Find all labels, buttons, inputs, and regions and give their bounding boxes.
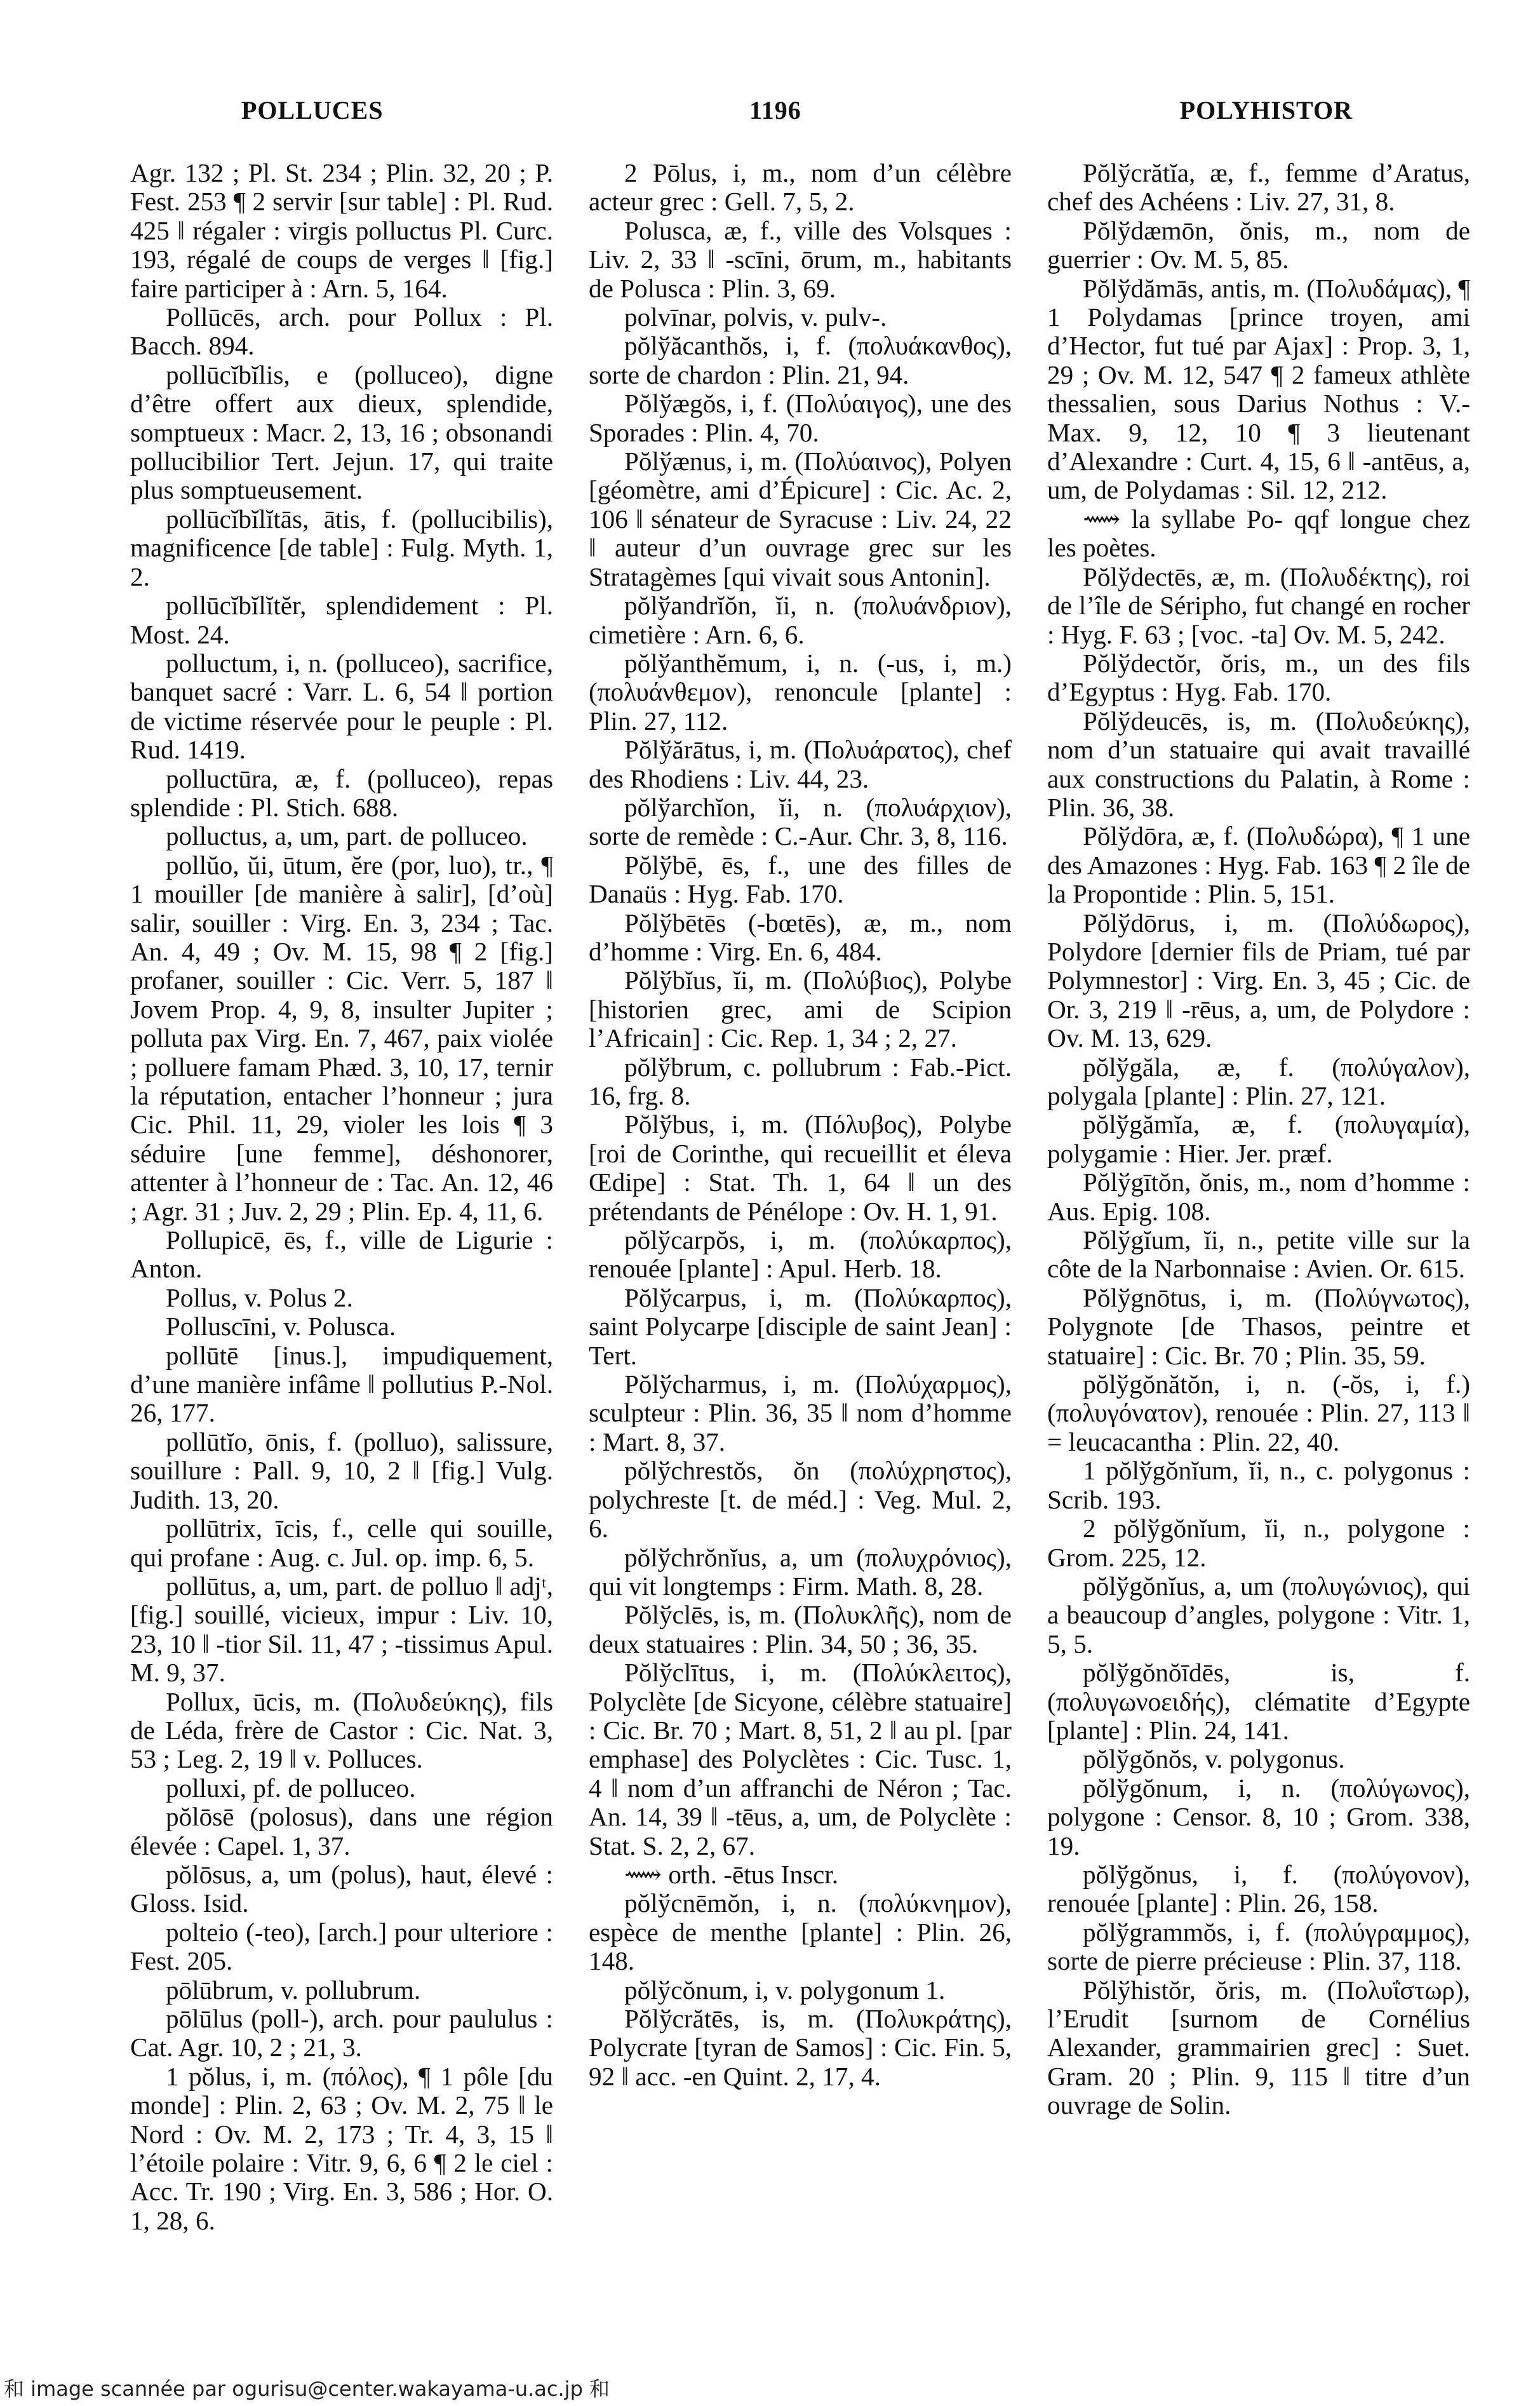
dictionary-entry: Pŏlўdōra, æ, f. (Πολυδώρα), ¶ 1 une des Amazones : Hyg. Fab. 163 ¶ 2 île de la Propontide : Plin. 5, 151. <box>1047 821 1470 909</box>
dictionary-entry: Pŏlўdæmōn, ŏnis, m., nom de guerrier : Ov. M. 5, 85. <box>1047 215 1470 274</box>
dictionary-entry: pŏlōsus, a, um (polus), haut, élevé : Gloss. Isid. <box>130 1859 553 1918</box>
dictionary-entry: pŏlўcŏnum, i, v. polygonum 1. <box>624 1975 946 2005</box>
dictionary-entry: 1 pŏlus, i, m. (πόλος), ¶ 1 pôle [du monde] : Plin. 2, 63 ; Ov. M. 2, 75 ‖ le Nord : Ov. M. 2, 173 ; Tr. 4, 3, 15 ‖ l’étoile polaire : Vitr. 9, 6, 6 ¶ 2 le ciel : Acc. Tr. 190 ; Virg. En. 3, 586 ; Hor. O. 1, 28, 6. <box>130 2061 553 2235</box>
column-left <box>130 159 553 2331</box>
dictionary-entry: Pŏlўbĭus, ĭi, m. (Πολύβιος), Polybe [historien grec, ami de Scipion l’Africain] : Cic. Rep. 1, 34 ; 2, 27. <box>589 965 1012 1053</box>
dictionary-entry: pŏlўgŏnŏīdēs, is, f. (πολυγωνοειδής), clématite d’Egypte [plante] : Plin. 24, 141. <box>1047 1658 1470 1745</box>
dictionary-entry: pollūtē [inus.], impudiquement, d’une manière infâme ‖ pollutius P.-Nol. 26, 177. <box>130 1340 553 1428</box>
scan-footer <box>0 2369 1540 2401</box>
dictionary-entry: Pollupicē, ēs, f., ville de Ligurie : Anton. <box>130 1225 553 1284</box>
dictionary-entry: polvīnar, polvis, v. pulv-. <box>624 302 887 332</box>
dictionary-entry: Pŏlўdōrus, i, m. (Πολύδωρος), Polydore [dernier fils de Priam, tué par Polymnestor] : Virg. En. 3, 45 ; Cic. de Or. 3, 219 ‖ -rēus, a, um, de Polydore : Ov. M. 13, 629. <box>1047 908 1470 1053</box>
dictionary-entry: polluctūra, æ, f. (polluceo), repas splendide : Pl. Stich. 688. <box>130 763 553 822</box>
dictionary-entry: pŏlўăcanthŏs, i, f. (πολυάκανθος), sorte de chardon : Plin. 21, 94. <box>589 331 1012 389</box>
dictionary-entry: pollūcĭbĭlĭtās, ātis, f. (pollucibilis), magnificence [de table] : Fulg. Myth. 1, 2. <box>130 504 553 591</box>
dictionary-entry: Pŏlўhistŏr, ŏris, m. (Πολυΐστωρ), l’Erudit [surnom de Cornélius Alexander, grammairien grec] : Suet. Gram. 20 ; Plin. 9, 115 ‖ titre d’un ouvrage de Solin. <box>1047 1975 1470 2120</box>
page-number: 1196 <box>749 96 801 124</box>
dictionary-entry: pŏlўarchĭon, ĭi, n. (πολυάρχιον), sorte de remède : C.-Aur. Chr. 3, 8, 116. <box>589 792 1012 851</box>
running-header <box>241 95 1353 140</box>
dictionary-entry: Pŏlўdectŏr, ŏris, m., un des fils d’Egyptus : Hyg. Fab. 170. <box>1047 648 1470 707</box>
dictionary-entry: 2 Pōlus, i, m., nom d’un célèbre acteur grec : Gell. 7, 5, 2. <box>589 159 1012 217</box>
dictionary-entry: Pŏlўdămās, antis, m. (Πολυδάμας), ¶ 1 Polydamas [prince troyen, ami d’Hector, fut tué par Ajax] : Prop. 3, 1, 29 ; Ov. M. 12, 547 ¶ 2 fameux athlète thessalien, sous Darius Nothus : V.-Max. 9, 12, 10 ¶ 3 lieutenant d’Alexandre : Curt. 4, 15, 6 ‖ -antēus, a, um, de Polydamas : Sil. 12, 212. <box>1047 273 1470 505</box>
column-middle <box>589 159 1012 2331</box>
dictionary-entry: polluxi, pf. de polluceo. <box>166 1773 416 1803</box>
header-right-headword: POLYHISTOR <box>1179 96 1353 124</box>
dictionary-entry: 2 pŏlўgŏnĭum, ĭi, n., polygone : Grom. 225, 12. <box>1047 1514 1470 1572</box>
dictionary-entry: pŏlўgŏnum, i, n. (πολύγωνος), polygone : Censor. 8, 10 ; Grom. 338, 19. <box>1047 1773 1470 1860</box>
dictionary-entry: pŏlōsē (polosus), dans une région élevée : Capel. 1, 37. <box>130 1802 553 1860</box>
dictionary-entry: Pŏlўcharmus, i, m. (Πολύχαρμος), sculpteur : Plin. 36, 35 ‖ nom d’homme : Mart. 8, 37. <box>589 1369 1012 1456</box>
dictionary-entry: ⟿ la syllabe Po- qqf longue chez les poètes. <box>1047 504 1470 563</box>
dictionary-entry: Polluscīni, v. Polusca. <box>166 1312 396 1341</box>
dictionary-entry: pollūcĭbĭlis, e (polluceo), digne d’être offert aux dieux, splendide, somptueux : Macr. 2, 13, 16 ; obsonandi pollucibilior Tert. Jejun. 17, qui traite plus somptueusement. <box>130 360 553 505</box>
dictionary-entry: pōlūlus (poll-), arch. pour paululus : Cat. Agr. 10, 2 ; 21, 3. <box>130 2004 553 2062</box>
dictionary-entry: Pollux, ūcis, m. (Πολυδεύκης), fils de Léda, frère de Castor : Cic. Nat. 3, 53 ; Leg. 2, 19 ‖ v. Polluces. <box>130 1686 553 1774</box>
dictionary-entry: pŏlўgăla, æ, f. (πολύγαλον), polygala [plante] : Plin. 27, 121. <box>1047 1052 1470 1110</box>
dictionary-entry: Pŏlўclēs, is, m. (Πολυκλῆς), nom de deux statuaires : Plin. 34, 50 ; 36, 35. <box>589 1600 1012 1658</box>
dictionary-entry: Pŏlўclītus, i, m. (Πολύκλειτος), Polyclète [de Sicyone, célèbre statuaire] : Cic. Br. 70 ; Mart. 8, 51, 2 ‖ au pl. [par emphase] des Polyclètes : Cic. Tusc. 1, 4 ‖ nom d’un affranchi de Néron ; Tac. An. 14, 39 ‖ -tēus, a, um, de Polyclète : Stat. S. 2, 2, 67. <box>589 1658 1012 1860</box>
dictionary-entry: ⟿ orth. -ētus Inscr. <box>624 1859 839 1889</box>
dictionary-entry: Pollus, v. Polus 2. <box>166 1282 353 1312</box>
dictionary-entry: pŏlўbrum, c. pollubrum : Fab.-Pict. 16, frg. 8. <box>589 1052 1012 1110</box>
dictionary-entry: pōlūbrum, v. pollubrum. <box>166 1975 421 2005</box>
dictionary-entry: Pŏlўbē, ēs, f., une des filles de Danaüs : Hyg. Fab. 170. <box>589 850 1012 909</box>
dictionary-entry: pŏlўanthĕmum, i, n. (-us, i, m.) (πολυάνθεμον), renoncule [plante] : Plin. 27, 112. <box>589 648 1012 736</box>
dictionary-entry: pŏlўgŏnătŏn, i, n. (-ŏs, i, f.) (πολυγόνατον), renouée : Plin. 27, 113 ‖ = leucacantha : Plin. 22, 40. <box>1047 1369 1470 1456</box>
dictionary-entry: pŏlўchrŏnĭus, a, um (πολυχρόνιος), qui vit longtemps : Firm. Math. 8, 28. <box>589 1542 1012 1601</box>
dictionary-entry: pollūcĭbĭlĭtĕr, splendidement : Pl. Most. 24. <box>130 591 553 649</box>
dictionary-entry: pŏlўchrestŏs, ŏn (πολύχρηστος), polychreste [t. de méd.] : Veg. Mul. 2, 6. <box>589 1456 1012 1543</box>
dictionary-entry: pŏlўgămĭa, æ, f. (πολυγαμία), polygamie : Hier. Jer. præf. <box>1047 1110 1470 1168</box>
dictionary-entry: polteio (-teo), [arch.] pour ulteriore : Fest. 205. <box>130 1917 553 1976</box>
dictionary-entry: Pollūcēs, arch. pour Pollux : Pl. Bacch. 894. <box>130 302 553 361</box>
dictionary-entry: Pŏlўgnōtus, i, m. (Πολύγνωτος), Polygnote [de Thasos, peintre et statuaire] : Cic. Br. 70 ; Plin. 35, 59. <box>1047 1282 1470 1370</box>
column-right <box>1047 159 1470 2331</box>
dictionary-entry: Pŏlўdectēs, æ, m. (Πολυδέκτης), roi de l’île de Sériphо, fut changé en rocher : Hyg. F. 63 ; [voc. -ta] Ov. M. 5, 242. <box>1047 561 1470 649</box>
dictionary-entry: pŏlўandrĭŏn, ĭi, n. (πολυάνδριον), cimetière : Arn. 6, 6. <box>589 591 1012 649</box>
dictionary-entry: Pŏlўdeucēs, is, m. (Πολυδεύκης), nom d’un statuaire qui avait travaillé aux constructions du Palatin, à Rome : Plin. 36, 38. <box>1047 706 1470 822</box>
dictionary-entry: Polusca, æ, f., ville des Volsques : Liv. 2, 33 ‖ -scīni, ōrum, m., habitants de Polusca : Plin. 3, 69. <box>589 215 1012 303</box>
dictionary-entry: pollūtĭo, ōnis, f. (polluo), salissure, souillure : Pall. 9, 10, 2 ‖ [fig.] Vulg. Judith. 13, 20. <box>130 1427 553 1514</box>
dictionary-entry: pŏlўgrammŏs, i, f. (πολύγραμμος), sorte de pierre précieuse : Plin. 37, 118. <box>1047 1917 1470 1976</box>
dictionary-entry: Pŏlўænus, i, m. (Πολύαινος), Polyen [géomètre, ami d’Épicure] : Cic. Ac. 2, 106 ‖ sénateur de Syracuse : Liv. 24, 22 ‖ auteur d’un ouvrage grec sur les Stratagèmes [qui vivait sous Antonin]. <box>589 447 1012 591</box>
dictionary-entry: Pŏlўbus, i, m. (Πόλυβος), Polybe [roi de Corinthe, qui recueillit et éleva Œdipe] : Stat. Th. 1, 64 ‖ un des prétendants de Pénélope : Ov. H. 1, 91. <box>589 1110 1012 1226</box>
dictionary-entry: Pŏlўægŏs, i, f. (Πολύαιγος), une des Sporades : Plin. 4, 70. <box>589 389 1012 447</box>
dictionary-entry: polluctum, i, n. (polluceo), sacrifice, banquet sacré : Varr. L. 6, 54 ‖ portion de victime réservée pour le peuple : Pl. Rud. 1419. <box>130 648 553 765</box>
dictionary-entry: pŏlўgŏnus, i, f. (πολύγονον), renouée [plante] : Plin. 26, 158. <box>1047 1859 1470 1918</box>
scan-credit: 和 image scannée par ogurisu@center.wakayama-u.ac.jp 和 <box>4 2377 610 2401</box>
dictionary-entry: Pŏlўcrătēs, is, m. (Πολυκράτης), Polycrate [tyran de Samos] : Cic. Fin. 5, 92 ‖ acc. -en Quint. 2, 17, 4. <box>589 2004 1012 2091</box>
dictionary-entry: pollūtrix, īcis, f., celle qui souille, qui profane : Aug. c. Jul. op. imp. 6, 5. <box>130 1514 553 1572</box>
dictionary-entry: pollūtus, a, um, part. de polluo ‖ adjᵗ, [fig.] souillé, vicieux, impur : Liv. 10, 23, 10 ‖ -tior Sil. 11, 47 ; -tissimus Apul. M. 9, 37. <box>130 1571 553 1688</box>
dictionary-entry: pŏlўcarpŏs, i, m. (πολύκαρπος), renouée [plante] : Apul. Herb. 18. <box>589 1225 1012 1284</box>
dictionary-entry: 1 pŏlўgŏnĭum, ĭi, n., c. polygonus : Scrib. 193. <box>1047 1456 1470 1514</box>
dictionary-entry: Pŏlўcarpus, i, m. (Πολύκαρπος), saint Polycarpe [disciple de saint Jean] : Tert. <box>589 1282 1012 1370</box>
dictionary-entry: pŏlўgŏnŏs, v. polygonus. <box>1083 1744 1345 1774</box>
dictionary-entry: pŏlўgŏnĭus, a, um (πολυγώνιος), qui a beaucoup d’angles, polygone : Vitr. 1, 5, 5. <box>1047 1571 1470 1658</box>
dictionary-entry: polluctus, a, um, part. de polluceo. <box>166 821 528 851</box>
entry-columns <box>130 159 1470 2331</box>
dictionary-entry: Pŏlўbētēs (-bœtēs), æ, m., nom d’homme : Virg. En. 6, 484. <box>589 908 1012 966</box>
dictionary-entry: pŏlўcnēmŏn, i, n. (πολύκνημον), espèce de menthe [plante] : Plin. 26, 148. <box>589 1888 1012 1976</box>
dictionary-entry: pollŭo, ŭi, ūtum, ĕre (por, luo), tr., ¶ 1 mouiller [de manière à salir], [d’où] salir, souiller : Virg. En. 3, 234 ; Tac. An. 4, 49 ; Ov. M. 15, 98 ¶ 2 [fig.] profaner, souiller : Cic. Verr. 5, 187 ‖ Jovem Prop. 4, 9, 8, insulter Jupiter ; polluta pax Virg. En. 7, 467, paix violée ; polluere famam Phæd. 3, 10, 17, ternir la réputation, entacher l’honneur ; jura Cic. Phil. 11, 29, violer les lois ¶ 3 séduire [une femme], déshonorer, attenter à l’honneur de : Tac. An. 12, 46 ; Agr. 31 ; Juv. 2, 29 ; Plin. Ep. 4, 11, 6. <box>130 850 553 1226</box>
dictionary-entry: Pŏlўărātus, i, m. (Πολυάρατος), chef des Rhodiens : Liv. 44, 23. <box>589 735 1012 793</box>
dictionary-entry: Pŏlўgĭum, ĭi, n., petite ville sur la côte de la Narbonnaise : Avien. Or. 615. <box>1047 1225 1470 1284</box>
header-left-headword: POLLUCES <box>241 96 384 124</box>
dictionary-entry: Pŏlўgītŏn, ŏnis, m., nom d’homme : Aus. Epig. 108. <box>1047 1167 1470 1226</box>
dictionary-entry: Pŏlўcrătĭa, æ, f., femme d’Aratus, chef des Achéens : Liv. 27, 31, 8. <box>1047 159 1470 217</box>
dictionary-entry: Agr. 132 ; Pl. St. 234 ; Plin. 32, 20 ; P. Fest. 253 ¶ 2 servir [sur table] : Pl. Rud. 425 ‖ régaler : virgis polluctus Pl. Curc. 193, régalé de coups de verges ‖ [fig.] faire participer à : Arn. 5, 164. <box>130 159 553 303</box>
